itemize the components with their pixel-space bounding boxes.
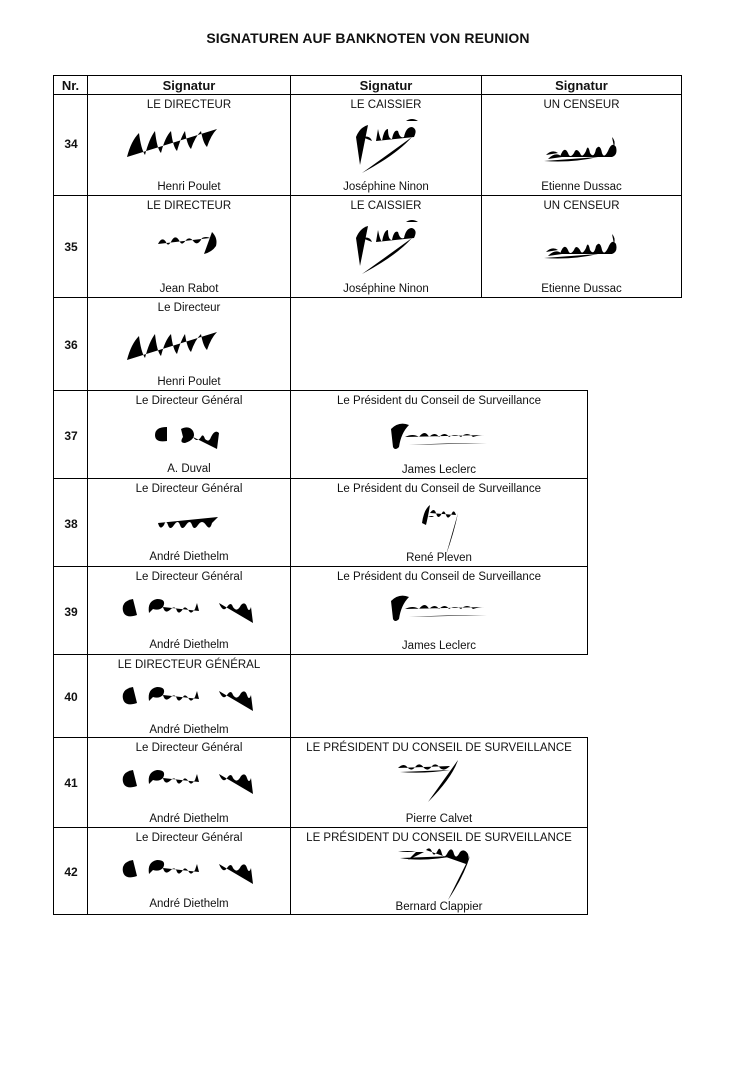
header-col1-label: Signatur	[162, 78, 216, 93]
signature-henri-poulet	[119, 322, 259, 372]
signature-etienne-dussac	[542, 230, 622, 264]
cell-role: LE CAISSIER	[350, 200, 422, 212]
cell-role: Le Directeur Général	[135, 483, 243, 495]
row-34-nr	[53, 94, 88, 196]
cell-name: James Leclerc	[401, 464, 477, 476]
cell-name: André Diethelm	[149, 551, 229, 563]
cell-role: Le Directeur Général	[135, 395, 243, 407]
signature-rene-pleven	[414, 499, 464, 559]
cell-role: LE PRÉSIDENT DU CONSEIL DE SURVEILLANCE	[306, 832, 572, 844]
row-34-cell-3	[481, 94, 682, 196]
signature-josephine-ninon	[346, 115, 426, 175]
row-34-cell-1	[87, 94, 291, 196]
row-41-number: 41	[64, 776, 78, 790]
signature-james-leclerc	[389, 591, 489, 625]
cell-role: LE CAISSIER	[350, 99, 422, 111]
signature-a-duval	[149, 419, 229, 453]
row-42-cell-1	[87, 827, 291, 915]
signature-jean-rabot	[154, 226, 224, 256]
header-col3-label: Signatur	[555, 78, 608, 93]
row-40-cell-1	[87, 654, 291, 738]
row-35-cell-2	[290, 195, 482, 298]
header-col3	[481, 75, 682, 95]
row-34-cell-2	[290, 94, 482, 196]
row-39-cell-1	[87, 566, 291, 655]
cell-name: Etienne Dussac	[541, 181, 622, 193]
cell-name: André Diethelm	[149, 813, 229, 825]
row-37-nr	[53, 390, 88, 479]
cell-role: LE PRÉSIDENT DU CONSEIL DE SURVEILLANCE	[306, 742, 572, 754]
cell-role: UN CENSEUR	[543, 99, 620, 111]
row-37-number: 37	[64, 429, 78, 443]
row-42-nr	[53, 827, 88, 915]
row-35-cell-3	[481, 195, 682, 298]
row-36-cell-1	[87, 297, 291, 391]
signature-andre-diethelm	[119, 764, 259, 798]
row-35-nr	[53, 195, 88, 298]
row-41-cell-2	[290, 737, 588, 828]
signature-josephine-ninon	[346, 216, 426, 276]
cell-name: Joséphine Ninon	[343, 283, 429, 295]
signature-andre-diethelm	[119, 854, 259, 888]
cell-name: René Pleven	[406, 552, 472, 564]
cell-name: Etienne Dussac	[541, 283, 622, 295]
cell-name: James Leclerc	[401, 640, 477, 652]
signature-andre-diethelm	[119, 681, 259, 715]
header-col1	[87, 75, 291, 95]
cell-role: Le Directeur Général	[135, 742, 243, 754]
cell-name: Pierre Calvet	[405, 813, 473, 825]
row-37-cell-2	[290, 390, 588, 479]
page-title: SIGNATUREN AUF BANKNOTEN VON REUNION	[206, 30, 530, 46]
row-41-nr	[53, 737, 88, 828]
cell-name: Joséphine Ninon	[343, 181, 429, 193]
header-col2-label: Signatur	[359, 78, 413, 93]
header-col2	[290, 75, 482, 95]
row-38-cell-2	[290, 478, 588, 567]
cell-role: LE DIRECTEUR GÉNÉRAL	[117, 659, 261, 671]
cell-role: LE DIRECTEUR	[146, 99, 232, 111]
cell-name: André Diethelm	[149, 639, 229, 651]
row-37-cell-1	[87, 390, 291, 479]
signature-bernard-clappier	[394, 844, 484, 904]
cell-role: Le Président du Conseil de Surveillance	[337, 395, 541, 407]
signature-andre-diethelm-simple	[154, 513, 224, 535]
cell-name: André Diethelm	[149, 898, 229, 910]
signature-etienne-dussac	[542, 133, 622, 167]
row-42-cell-2	[290, 827, 588, 915]
signature-james-leclerc	[389, 419, 489, 453]
row-39-nr	[53, 566, 88, 655]
row-35-cell-1	[87, 195, 291, 298]
signature-henri-poulet	[119, 119, 259, 169]
row-42-number: 42	[64, 865, 78, 879]
row-40-nr	[53, 654, 88, 738]
row-35-number: 35	[64, 240, 78, 254]
cell-role: Le Directeur Général	[135, 832, 243, 844]
cell-role: UN CENSEUR	[543, 200, 620, 212]
row-41-cell-1	[87, 737, 291, 828]
row-34-number: 34	[64, 137, 78, 151]
cell-name: Henri Poulet	[157, 181, 221, 193]
signature-pierre-calvet	[394, 754, 484, 814]
header-nr-label: Nr.	[61, 78, 80, 93]
row-38-nr	[53, 478, 88, 567]
cell-name: A. Duval	[167, 463, 211, 475]
cell-role: LE DIRECTEUR	[146, 200, 232, 212]
cell-role: Le Président du Conseil de Surveillance	[337, 571, 541, 583]
cell-role: Le Président du Conseil de Surveillance	[337, 483, 541, 495]
cell-name: Bernard Clappier	[395, 901, 483, 913]
signature-andre-diethelm	[119, 593, 259, 627]
row-40-number: 40	[64, 690, 78, 704]
cell-role: Le Directeur Général	[135, 571, 243, 583]
row-38-number: 38	[64, 517, 78, 531]
row-39-number: 39	[64, 605, 78, 619]
cell-name: André Diethelm	[149, 724, 229, 736]
cell-name: Henri Poulet	[157, 376, 221, 388]
row-38-cell-1	[87, 478, 291, 567]
cell-name: Jean Rabot	[159, 283, 219, 295]
row-36-number: 36	[64, 338, 78, 352]
row-39-cell-2	[290, 566, 588, 655]
header-nr	[53, 75, 88, 95]
row-36-nr	[53, 297, 88, 391]
cell-role: Le Directeur	[157, 302, 221, 314]
